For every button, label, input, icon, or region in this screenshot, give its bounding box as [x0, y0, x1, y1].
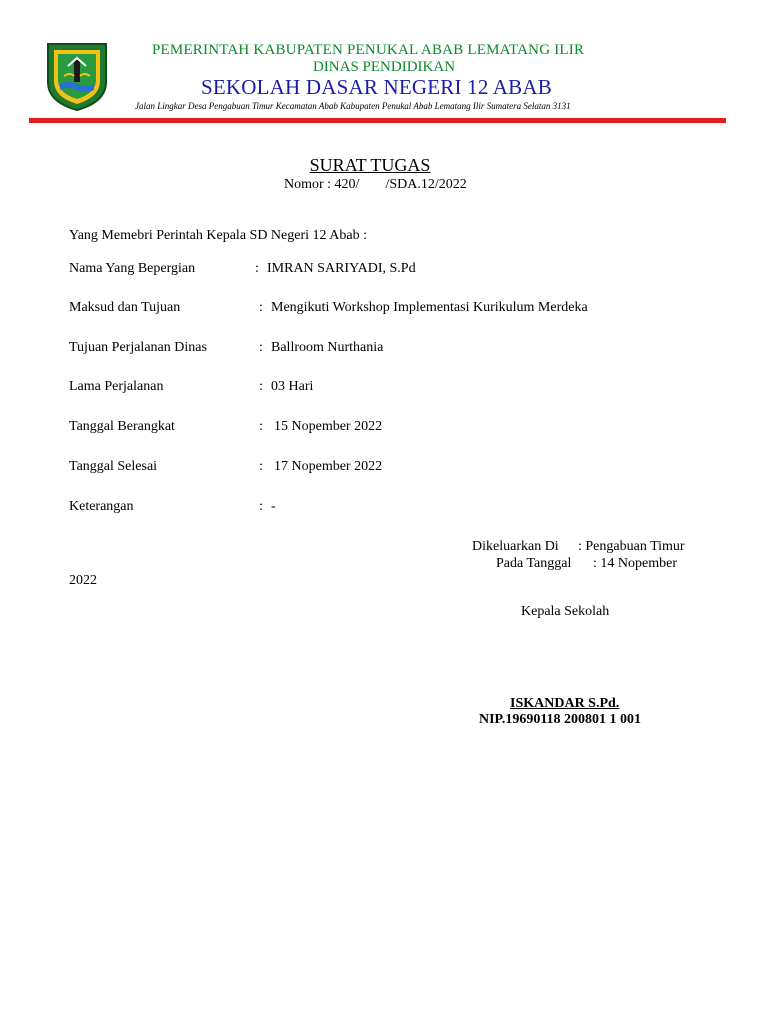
letterhead-line-2: DINAS PENDIDIKAN: [312, 59, 456, 75]
issued-date-year: 2022: [69, 573, 97, 588]
field-value: IMRAN SARIYADI, S.Pd: [267, 261, 416, 276]
field-value: Mengikuti Workshop Implementasi Kurikulum Merdeka: [271, 300, 588, 315]
field-label: Tujuan Perjalanan Dinas: [69, 340, 207, 355]
field-colon: :: [259, 340, 263, 355]
issued-date-value: : 14 Nopember: [593, 556, 677, 571]
field-colon: :: [259, 300, 263, 315]
field-colon: :: [259, 499, 263, 514]
field-label: Tanggal Selesai: [69, 459, 158, 474]
letterhead-line-1: PEMERINTAH KABUPATEN PENUKAL ABAB LEMATANG ILIR: [152, 42, 585, 58]
field-value: 17 Nopember 2022: [274, 459, 383, 474]
school-address: Jalan Lingkar Desa Pengabuan Timur Kecamatan Abab Kabupaten Penukal Abab Lematang Ilir Sumatera Selatan 3131: [135, 101, 571, 111]
field-value: -: [271, 499, 276, 514]
field-colon: :: [259, 459, 263, 474]
document-title: SURAT TUGAS: [309, 155, 431, 175]
field-label: Tanggal Berangkat: [69, 419, 175, 434]
field-label: Lama Perjalanan: [69, 379, 164, 394]
regency-logo: [44, 40, 110, 112]
field-value: 03 Hari: [271, 379, 314, 394]
field-label: Nama Yang Bepergian: [69, 261, 196, 276]
field-value: Ballroom Nurthania: [271, 340, 384, 355]
field-label: Keterangan: [69, 499, 134, 514]
field-value: 15 Nopember 2022: [274, 419, 383, 434]
signer-name: ISKANDAR S.Pd.: [510, 696, 620, 711]
number-suffix: /SDA.12/2022: [385, 177, 467, 192]
signer-position: Kepala Sekolah: [521, 604, 610, 619]
issued-place-value: : Pengabuan Timur: [578, 539, 685, 554]
issued-place-label: Dikeluarkan Di: [472, 539, 559, 554]
issued-date-label: Pada Tanggal: [496, 556, 572, 571]
signer-nip: NIP.19690118 200801 1 001: [479, 712, 642, 727]
document-number: [284, 177, 467, 193]
field-colon: :: [259, 419, 263, 434]
intro-text: Yang Memebri Perintah Kepala SD Negeri 12 Abab :: [69, 228, 367, 243]
number-prefix: Nomor : 420/: [284, 177, 360, 192]
field-colon: :: [259, 379, 263, 394]
field-label: Maksud dan Tujuan: [69, 300, 181, 315]
school-name: SEKOLAH DASAR NEGERI 12 ABAB: [201, 75, 552, 99]
letterhead-divider: [29, 118, 726, 123]
field-colon: :: [255, 261, 259, 276]
